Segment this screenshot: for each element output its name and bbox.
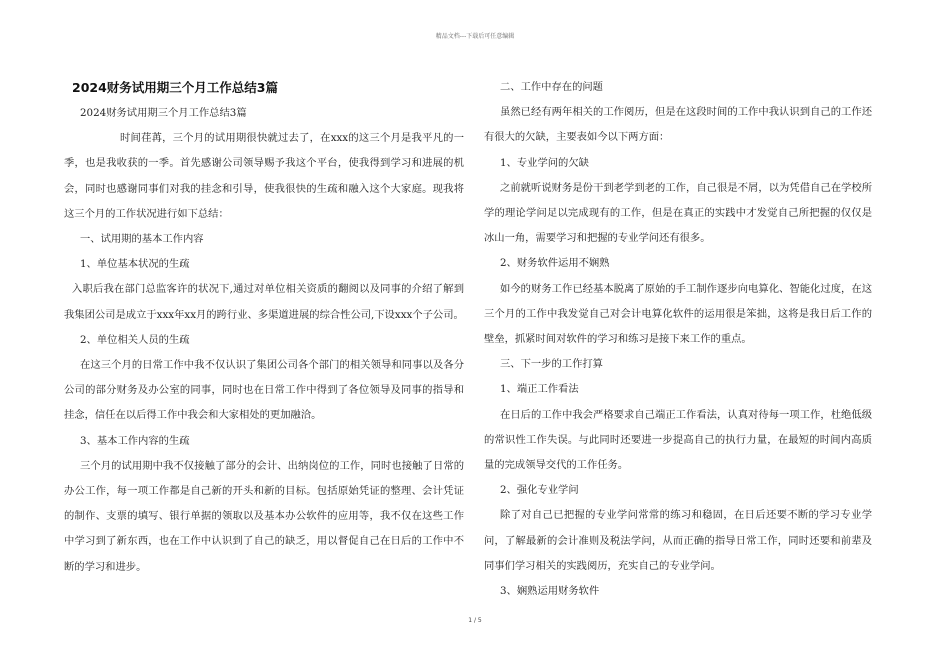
section-heading-3: 三、下一步的工作打算 bbox=[500, 358, 603, 371]
paragraph-1-1: 入职后我在部门总监客许的状况下,通过对单位相关资质的翻阅以及同事的介绍了解到我集团公司是成立于xxx年xx月的跨行业、多渠道进展的综合性公司,下设xxx个子公司。 bbox=[64, 283, 464, 321]
right-column bbox=[484, 75, 872, 604]
intro-paragraph: 时间荏苒，三个月的试用期很快就过去了，在xxx的这三个月是我平凡的一季，也是我收获的一季。首先感谢公司领导赐予我这个平台，使我得到学习和进展的机会，同时也感谢同事们对我的挂念和引导，使我很快的生疏和融入这个大家庭。现我将这三个月的工作状况进行如下总结： bbox=[64, 132, 464, 220]
subheading-3-3: 3、娴熟运用财务软件 bbox=[500, 585, 600, 598]
paragraph-3-1: 在日后的工作中我会严格要求自己端正工作看法，认真对待每一项工作，杜绝低级的常识性工作失误。与此同时还要进一步提高自己的执行力量，在最短的时间内高质量的完成领导交代的工作任务。 bbox=[484, 408, 872, 472]
subheading-1-1: 1、单位基本状况的生疏 bbox=[80, 258, 190, 271]
paragraph-1-3: 三个月的试用期中我不仅接触了部分的会计、出纳岗位的工作，同时也接触了日常的办公工作，每一项工作都是自己新的开头和新的目标。包括原始凭证的整理、会计凭证的制作、支票的填写、银行单据的领取以及基本办公软件的应用等，我不仅在这些工作中学习到了新东西，也在工作中认识到了自己的缺乏，用以督促自己在日后的工作中不断的学习和进步。 bbox=[64, 459, 464, 573]
paragraph-2-intro: 虽然已经有两年相关的工作阅历，但是在这段时间的工作中我认识到自己的工作还有很大的欠缺，主要表如今以下两方面： bbox=[484, 106, 872, 144]
left-column bbox=[64, 75, 464, 580]
paragraph-3-2: 除了对自己已把握的专业学问常常的练习和稳固，在日后还要不断的学习专业学问，了解最新的会计准则及税法学问，从而正确的指导日常工作，同时还要和前辈及同事们学习相关的实践阅历，充实自己的专业学问。 bbox=[484, 509, 872, 572]
subtitle-line: 2024财务试用期三个月工作总结3篇 bbox=[80, 107, 247, 119]
subheading-3-2: 2、强化专业学问 bbox=[500, 484, 579, 497]
subheading-2-1: 1、专业学问的欠缺 bbox=[500, 156, 589, 169]
subheading-1-2: 2、单位相关人员的生疏 bbox=[80, 333, 190, 346]
subheading-1-3: 3、基本工作内容的生疏 bbox=[80, 434, 190, 447]
paragraph-2-1: 之前就听说财务是份干到老学到老的工作，自己很是不屑，以为凭借自己在学校所学的理论学问足以完成现有的工作，但是在真正的实践中才发觉自己所把握的仅仅是冰山一角，需要学习和把握的专业学问还有很多。 bbox=[484, 181, 872, 245]
page-number: 1 / 5 bbox=[468, 617, 482, 624]
document-title: 2024财务试用期三个月工作总结3篇 bbox=[72, 80, 278, 95]
section-heading-2: 二、工作中存在的问题 bbox=[500, 81, 603, 93]
paragraph-1-2: 在这三个月的日常工作中我不仅认识了集团公司各个部门的相关领导和同事以及各分公司的部分财务及办公室的同事，同时也在日常工作中得到了各位领导及同事的指导和挂念，信任在以后得工作中我会和大家相处的更加融洽。 bbox=[64, 359, 464, 422]
subheading-3-1: 1、端正工作看法 bbox=[500, 383, 579, 396]
page-header: 精品文档---下载后可任意编辑 bbox=[435, 33, 515, 40]
section-heading-1: 一、试用期的基本工作内容 bbox=[80, 233, 204, 246]
subheading-2-2: 2、财务软件运用不娴熟 bbox=[500, 257, 610, 270]
paragraph-2-2: 如今的财务工作已经基本脱离了原始的手工制作逐步向电算化、智能化过度，在这三个月的工作中我发觉自己对会计电算化软件的运用很是笨拙，这将是我日后工作的壁垒，抓紧时间对软件的学习和练习是接下来工作的重点。 bbox=[484, 282, 872, 346]
